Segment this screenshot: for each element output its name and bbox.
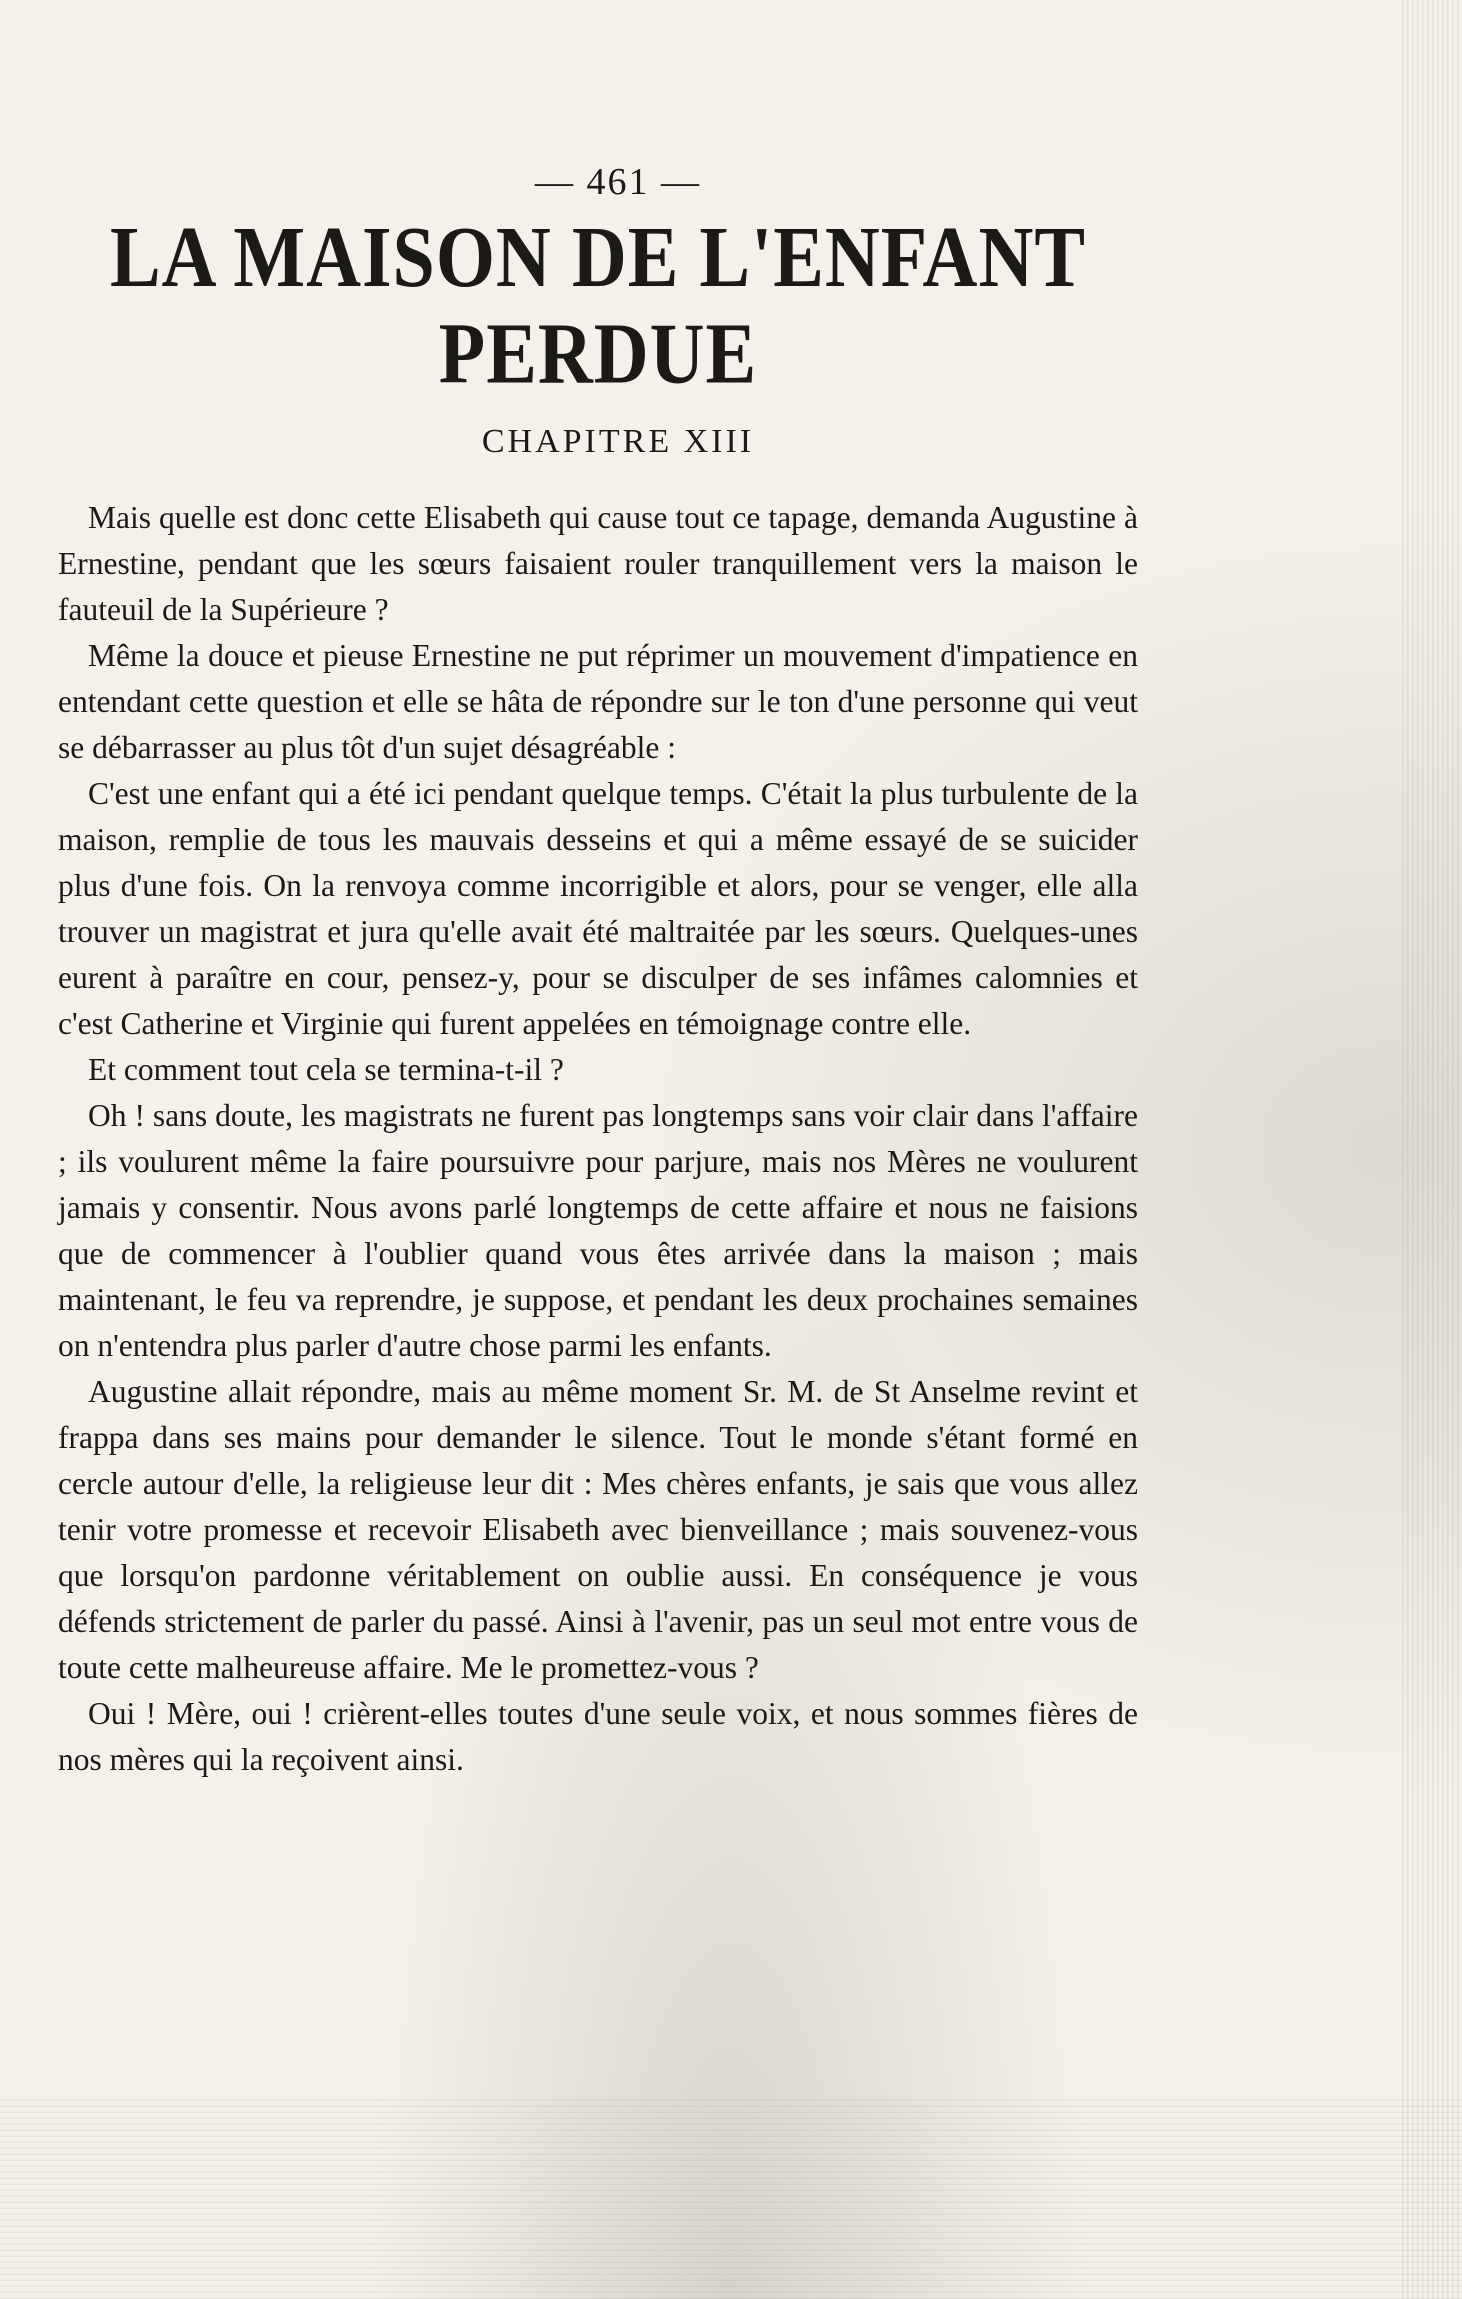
paper-grain-bottom bbox=[0, 2099, 1462, 2299]
chapter-heading: CHAPITRE XIII bbox=[481, 423, 755, 461]
paragraph-7: Oui ! Mère, oui ! crièrent-elles toutes d'une seule voix, et nous sommes fières de nos mères qui la reçoivent ainsi. bbox=[58, 1696, 1138, 1778]
page-content bbox=[58, 160, 1138, 1783]
paragraph-3: C'est une enfant qui a été ici pendant quelque temps. C'était la plus turbulente de la maison, remplie de tous les mauvais desseins et qui a même essayé de se suicider plus d'une fois. On la renvoya comme incorrigible et alors, pour se venger, elle alla trouver un magistrat et jura qu'elle avait été maltraitée par les sœurs. Quelques-unes eurent à paraître en cour, pensez-y, pour se disculper de ses infâmes calomnies et c'est Catherine et Virginie qui furent appelées en témoignage contre elle. bbox=[58, 776, 1138, 1042]
book-title: LA MAISON DE L'ENFANT PERDUE bbox=[109, 208, 1087, 402]
page-number: — 461 — bbox=[535, 161, 701, 203]
paper-grain-right bbox=[1402, 0, 1462, 2299]
paragraph-4: Et comment tout cela se termina-t-il ? bbox=[88, 1052, 564, 1088]
paragraph-5: Oh ! sans doute, les magistrats ne furent pas longtemps sans voir clair dans l'affaire ; ils voulurent même la faire poursuivre pour parjure, mais nos Mères ne voulurent jamais y consentir. Nous avons parlé longtemps de cette affaire et nous ne faisions que de commencer à l'oublier quand vous êtes arrivée dans la maison ; mais maintenant, le feu va reprendre, je suppose, et pendant les deux prochaines semaines on n'entendra plus parler d'autre chose parmi les enfants. bbox=[58, 1098, 1138, 1364]
paragraph-6: Augustine allait répondre, mais au même moment Sr. M. de St Anselme revint et frappa dans ses mains pour demander le silence. Tout le monde s'étant formé en cercle autour d'elle, la religieuse leur dit : Mes chères enfants, je sais que vous allez tenir votre promesse et recevoir Elisabeth avec bienveillance ; mais souvenez-vous que lorsqu'on pardonne véritablement on oublie aussi. En conséquence je vous défends strictement de parler du passé. Ainsi à l'avenir, pas un seul mot entre vous de toute cette malheureuse affaire. Me le promettez-vous ? bbox=[58, 1374, 1138, 1686]
paragraph-2: Même la douce et pieuse Ernestine ne put réprimer un mouvement d'impatience en entendant cette question et elle se hâta de répondre sur le ton d'une personne qui veut se débarrasser au plus tôt d'un sujet désagréable : bbox=[58, 638, 1138, 766]
paragraph-1: Mais quelle est donc cette Elisabeth qui cause tout ce tapage, demanda Augustine à Ernestine, pendant que les sœurs faisaient rouler tranquillement vers la maison le fauteuil de la Supérieure ? bbox=[58, 500, 1138, 628]
